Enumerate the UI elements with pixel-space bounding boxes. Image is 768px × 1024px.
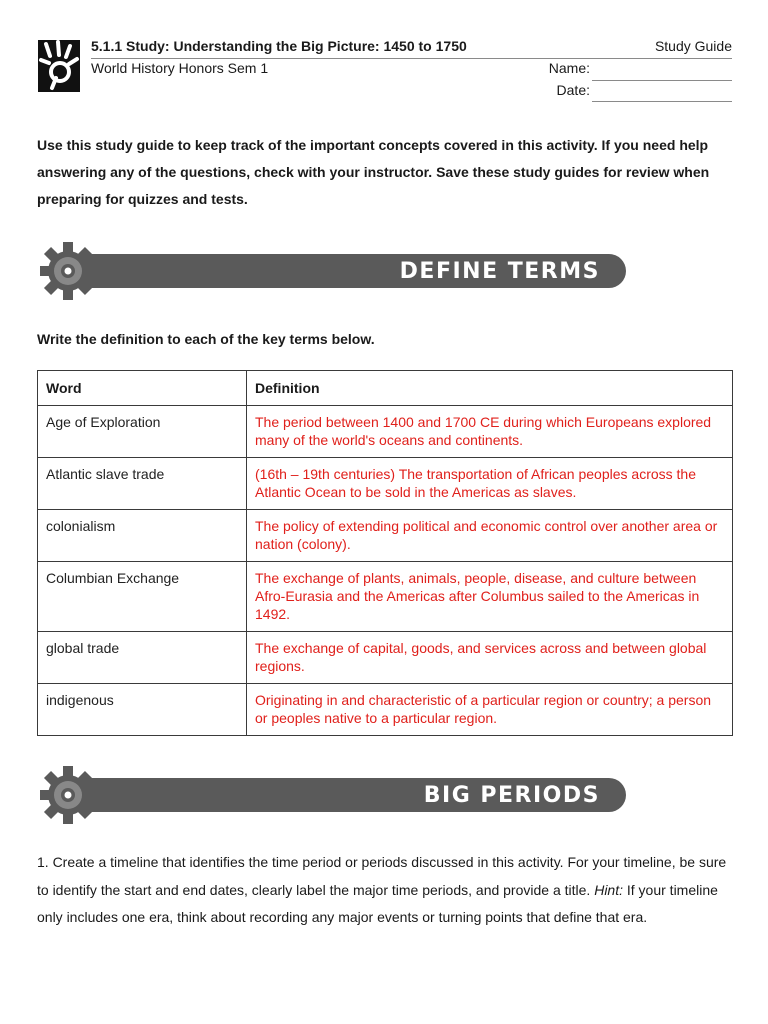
term-definition[interactable]: The period between 1400 and 1700 CE during which Europeans explored many of the world's oceans and continents. bbox=[247, 406, 733, 458]
table-row bbox=[38, 458, 733, 510]
header-definition: Definition bbox=[247, 371, 733, 406]
intro-paragraph: Use this study guide to keep track of the important concepts covered in this activity. If you need help answering any of the questions, check with your instructor. Save these study guides for review when preparing for quizzes and tests. bbox=[37, 137, 710, 207]
gear-icon bbox=[40, 242, 96, 300]
term-word: global trade bbox=[38, 632, 247, 684]
term-word: Atlantic slave trade bbox=[38, 458, 247, 510]
term-definition[interactable]: The policy of extending political and economic control over another area or nation (colony). bbox=[247, 510, 733, 562]
table-row bbox=[38, 510, 733, 562]
table-row bbox=[38, 562, 733, 632]
term-definition[interactable]: (16th – 19th centuries) The transportation of African peoples across the Atlantic Ocean to be sold in the Americas as slaves. bbox=[247, 458, 733, 510]
question-1 bbox=[37, 849, 732, 932]
define-terms-banner bbox=[40, 242, 630, 302]
term-word: indigenous bbox=[38, 684, 247, 736]
name-field[interactable] bbox=[592, 80, 732, 81]
hint-text: If your timeline only includes one era, think about recording any major events or turning points that define that era. bbox=[37, 881, 718, 925]
table-row bbox=[38, 684, 733, 736]
section-title-define-terms: DEFINE TERMS bbox=[399, 259, 600, 284]
course-name: World History Honors Sem 1 bbox=[91, 60, 269, 76]
terms-table bbox=[37, 370, 733, 736]
table-row bbox=[38, 406, 733, 458]
term-definition[interactable]: Originating in and characteristic of a particular region or country; a person or peoples native to a particular region. bbox=[247, 684, 733, 736]
question-1-text: 1. Create a timeline that identifies the time period or periods discussed in this activity. For your timeline, be sure to identify the start and end dates, clearly label the major time periods, and provide a title. bbox=[37, 854, 727, 898]
name-label: Name: bbox=[548, 60, 590, 76]
term-definition[interactable]: The exchange of capital, goods, and services across and between global regions. bbox=[247, 632, 733, 684]
banner-bar bbox=[68, 254, 626, 288]
table-row bbox=[38, 632, 733, 684]
term-word: colonialism bbox=[38, 510, 247, 562]
edmentum-logo-icon bbox=[38, 40, 80, 92]
table-header-row bbox=[38, 371, 733, 406]
big-periods-banner bbox=[40, 766, 630, 826]
course-title: 5.1.1 Study: Understanding the Big Picture: 1450 to 1750 bbox=[91, 38, 467, 54]
gear-icon bbox=[40, 766, 96, 824]
term-word: Columbian Exchange bbox=[38, 562, 247, 632]
header-divider bbox=[91, 58, 732, 59]
term-word: Age of Exploration bbox=[38, 406, 247, 458]
hint-label: Hint: bbox=[594, 881, 623, 898]
date-label: Date: bbox=[556, 82, 590, 98]
banner-bar bbox=[68, 778, 626, 812]
header-word: Word bbox=[38, 371, 247, 406]
term-definition[interactable]: The exchange of plants, animals, people, disease, and culture between Afro-Eurasia and the Americas after Columbus sailed to the Americas in 1492. bbox=[247, 562, 733, 632]
document-type: Study Guide bbox=[654, 38, 732, 54]
section-title-big-periods: BIG PERIODS bbox=[423, 783, 600, 808]
define-terms-instruction: Write the definition to each of the key terms below. bbox=[37, 331, 375, 347]
date-field[interactable] bbox=[592, 101, 732, 102]
